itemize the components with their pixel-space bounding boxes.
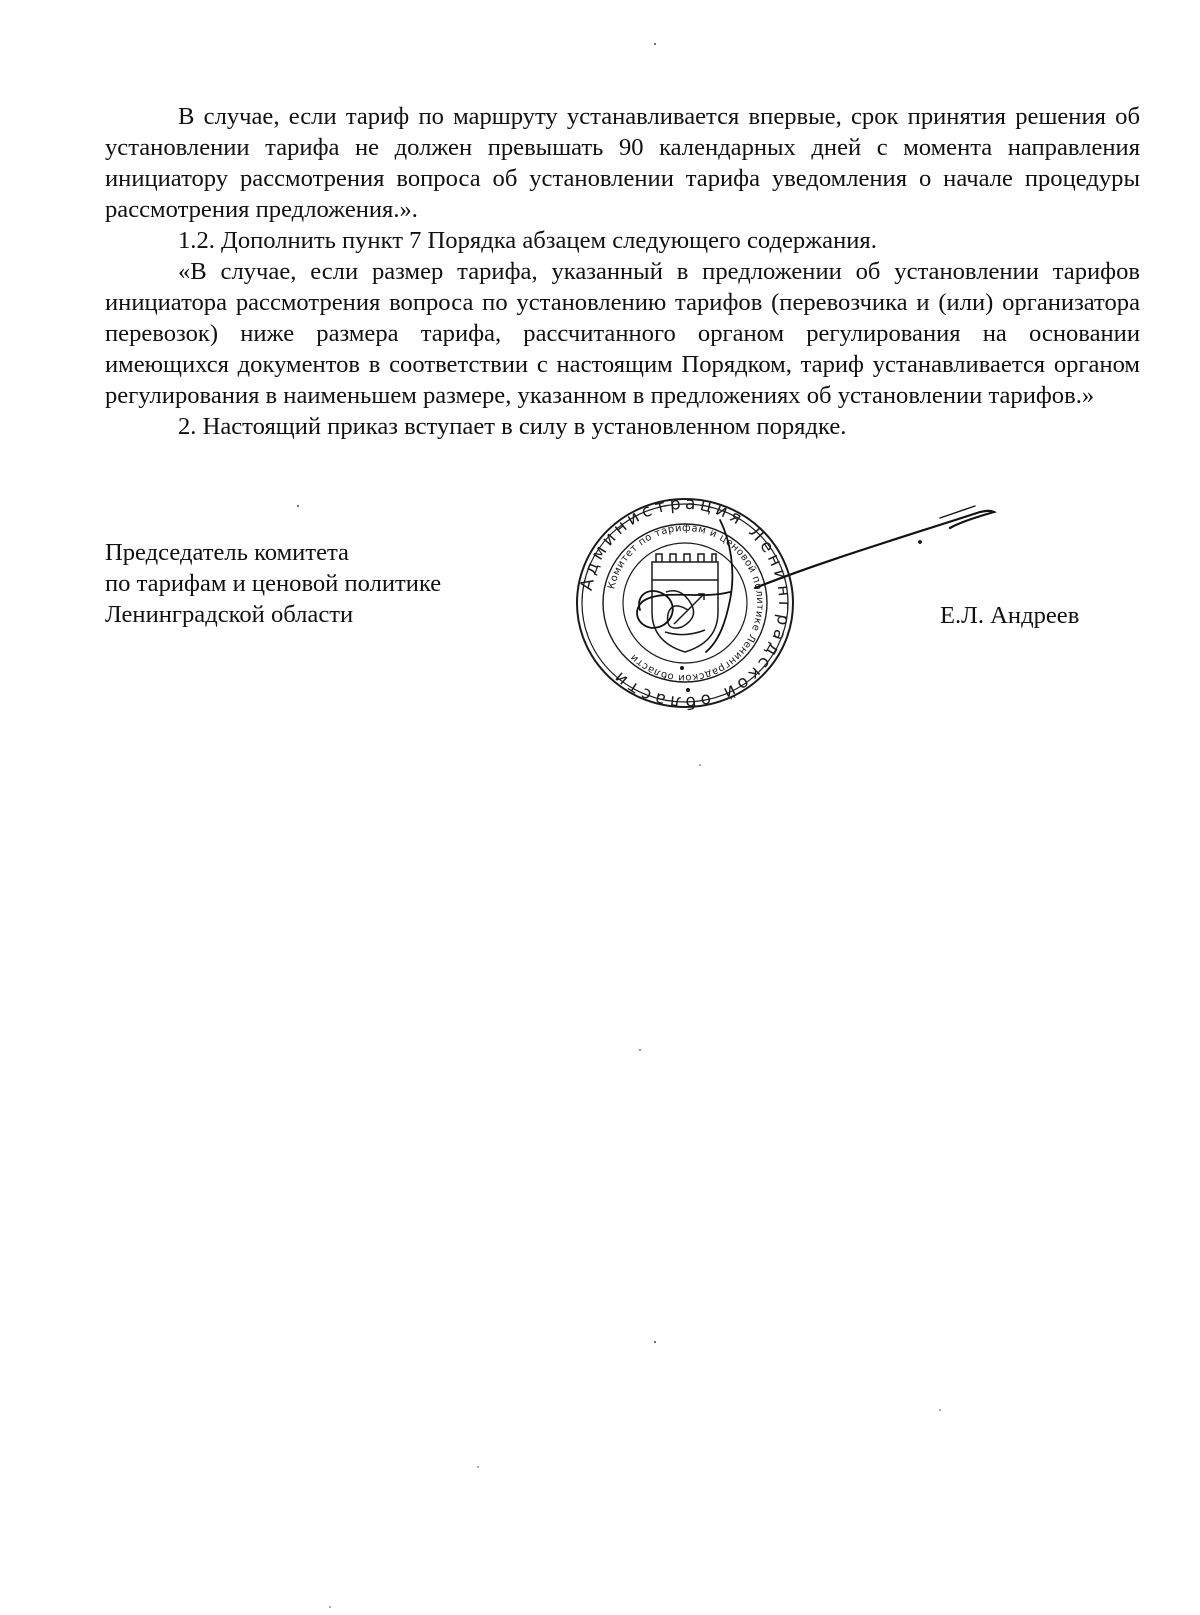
- signatory-position: [105, 537, 441, 630]
- document-body: [105, 101, 1140, 442]
- svg-text:Комитет по тарифам и ценовой п: Комитет по тарифам и ценовой политике Ленинградской области: [606, 522, 766, 684]
- position-line: Председатель комитета: [105, 539, 349, 566]
- paragraph: В случае, если тариф по маршруту устанавливается впервые, срок принятия решения об установлении тарифа не должен превышать 90 календарных дней с момента направления инициатору рассмотрения вопроса об установлении тарифа уведомления о начале процедуры рассмотрения предложения.».: [105, 103, 1140, 223]
- signatory-name: Е.Л. Андреев: [940, 602, 1080, 629]
- paragraph: 2. Настоящий приказ вступает в силу в установленном порядке.: [178, 413, 847, 440]
- paragraph: «В случае, если размер тарифа, указанный в предложении об установлении тарифов инициатора рассмотрения вопроса по установлению тарифов (перевозчика и (или) организатора перевозок) ниже размера тарифа, рассчитанного органом регулирования на основании имеющихся документов в соответствии с настоящим Порядком, тариф устанавливается органом регулирования в наименьшем размере, указанном в предложениях об установлении тарифов.»: [105, 258, 1140, 409]
- svg-text:Администрация Ленинградской об: Администрация Ленинградской области: [576, 493, 795, 713]
- position-line: Ленинградской области: [105, 601, 354, 628]
- position-line: по тарифам и ценовой политике: [105, 570, 442, 597]
- handwritten-signature: [580, 500, 1020, 680]
- paragraph: 1.2. Дополнить пункт 7 Порядка абзацем следующего содержания.: [178, 227, 877, 254]
